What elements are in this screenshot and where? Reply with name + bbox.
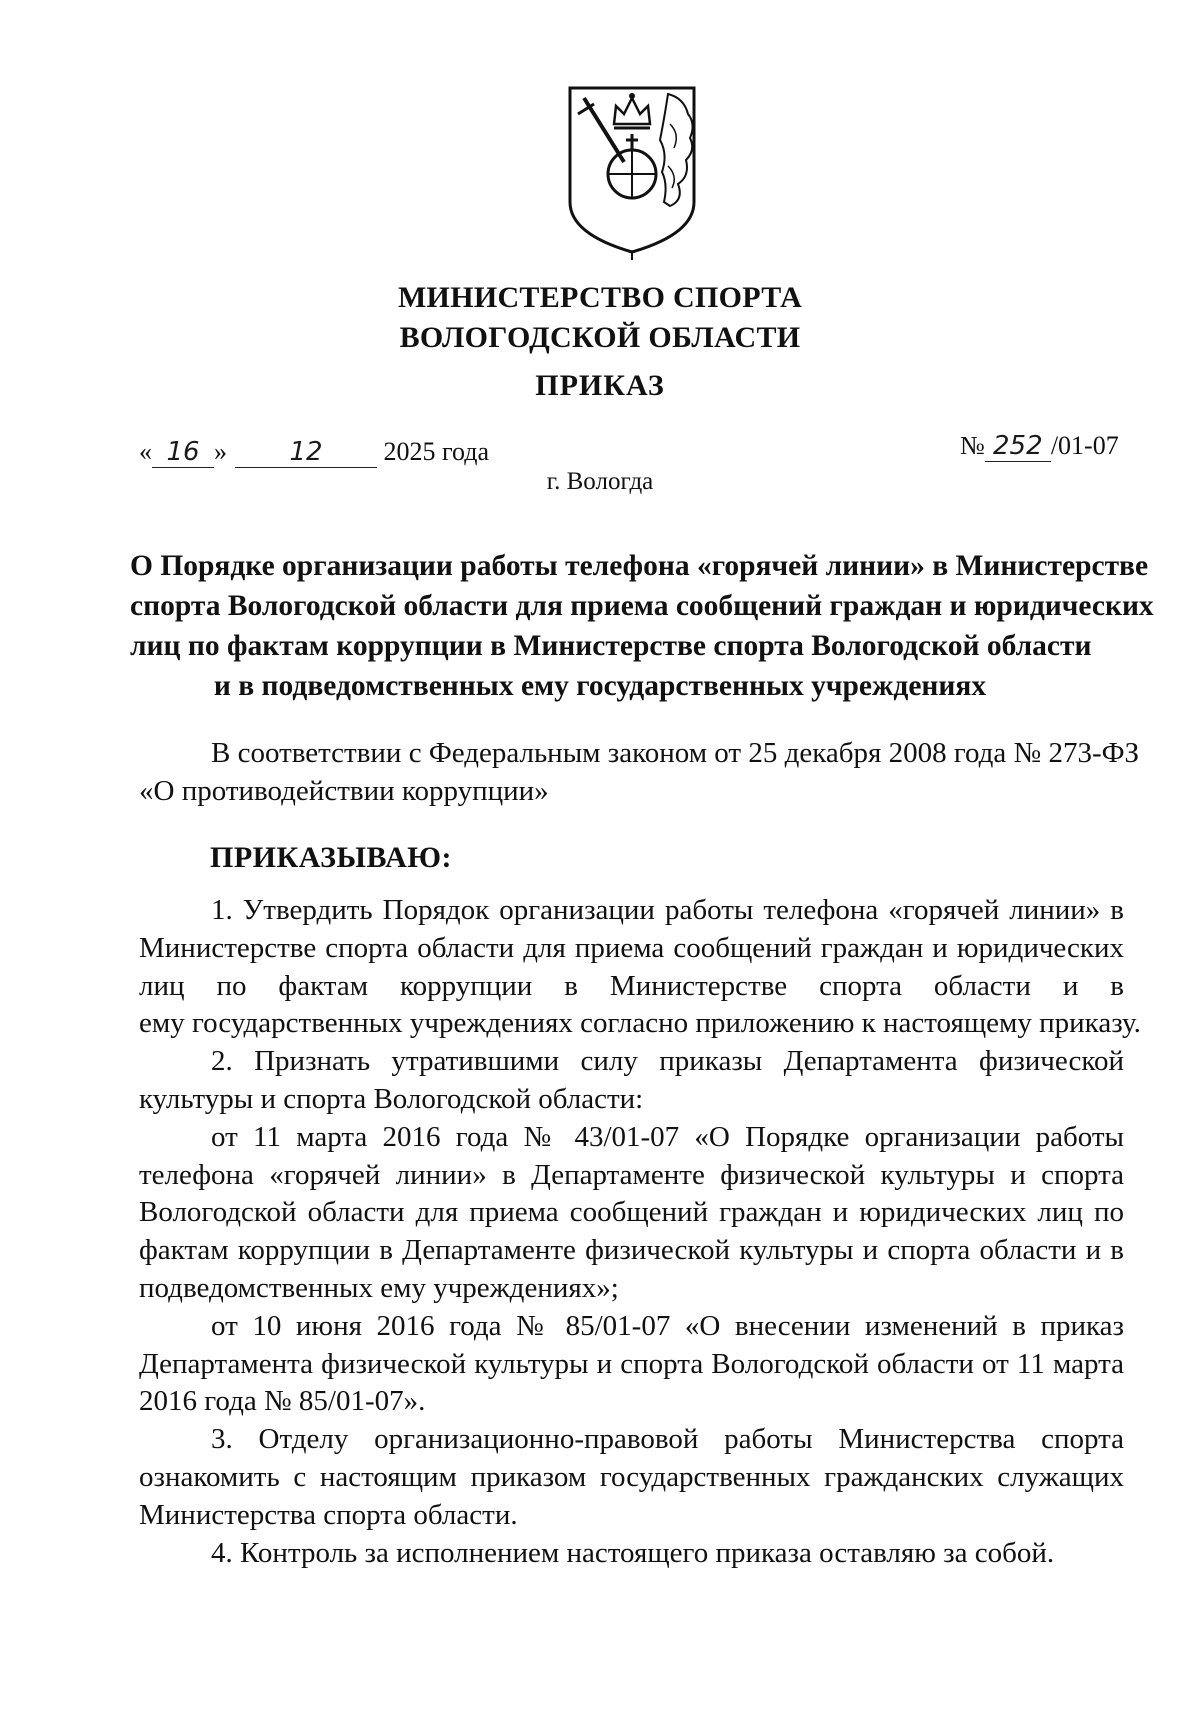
city: г. Вологда — [546, 468, 654, 495]
paragraph-line: от 11 марта 2016 года № 43/01-07 «О Порядке организации работы — [211, 1120, 1124, 1153]
paragraph-line: Министерства спорта области. — [139, 1498, 518, 1531]
paragraph-line: 2. Признать утратившими силу приказы Департамента физической — [211, 1045, 1124, 1078]
paragraph-line: 4. Контроль за исполнением настоящего приказа оставляю за собой. — [211, 1536, 1055, 1569]
paragraph-line: Департамента физической культуры и спорта Вологодской области от 11 марта — [139, 1347, 1124, 1380]
number-suffix: /01-07 — [1050, 431, 1119, 460]
order-body — [139, 892, 1141, 1572]
number-sign: № — [960, 431, 985, 460]
paragraph-line: от 10 июня 2016 года № 85/01-07 «О внесении изменений в приказ — [211, 1309, 1124, 1342]
date-open-quote: « — [139, 437, 152, 466]
paragraph-line: культуры и спорта Вологодской области: — [139, 1082, 644, 1115]
preamble-line: «О противодействии коррупции» — [139, 775, 549, 807]
date-month-handwritten: 12 — [235, 437, 377, 468]
title-line: лиц по фактам коррупции в Министерстве спорта Вологодской области — [130, 630, 1092, 662]
ministry-name-line-2: ВОЛОГОДСКОЙ ОБЛАСТИ — [399, 321, 801, 354]
date-close-quote: » — [214, 437, 227, 466]
date-day-handwritten: 16 — [152, 437, 214, 468]
order-directive-heading: ПРИКАЗЫВАЮ: — [210, 841, 453, 874]
coat-of-arms-emblem — [564, 84, 700, 260]
preamble-line: В соответствии с Федеральным законом от 25 декабря 2008 года № 273-ФЗ — [211, 737, 1140, 769]
title-line: и в подведомственных ему государственных учреждениях — [213, 670, 987, 702]
order-title — [130, 546, 1154, 706]
date-year: 2025 года — [383, 437, 490, 466]
paragraph-line: Министерстве спорта области для приема сообщений граждан и юридических — [139, 931, 1124, 964]
paragraph-line: 1. Утвердить Порядок организации работы телефона «горячей линии» в — [211, 894, 1124, 926]
paragraph-line: 2016 года № 85/01-07». — [139, 1385, 426, 1418]
paragraph-line: Вологодской области для приема сообщений граждан и юридических лиц по — [139, 1196, 1124, 1229]
paragraph-line: фактам коррупции в Департаменте физической культуры и спорта области и в — [139, 1234, 1124, 1267]
number-handwritten: 252 — [985, 431, 1051, 462]
paragraph-line: ему государственных учреждениях согласно приложению к настоящему приказу. — [139, 1007, 1141, 1040]
order-number — [960, 426, 1119, 466]
title-line: спорта Вологодской области для приема сообщений граждан и юридических — [130, 590, 1154, 622]
paragraph-line: подведомственных ему учреждениях»; — [139, 1271, 619, 1304]
preamble — [139, 734, 1140, 810]
paragraph-line: 3. Отделу организационно-правовой работы Министерства спорта — [211, 1423, 1124, 1456]
ministry-name-line-1: МИНИСТЕРСТВО СПОРТА — [397, 281, 803, 314]
title-line: О Порядке организации работы телефона «горячей линии» в Министерстве — [130, 550, 1149, 582]
paragraph-line: лиц по фактам коррупции в Министерстве спорта области и в — [139, 969, 1124, 1002]
paragraph-line: телефона «горячей линии» в Департаменте физической культуры и спорта — [139, 1158, 1124, 1191]
document-type: ПРИКАЗ — [535, 369, 665, 402]
paragraph-line: ознакомить с настоящим приказом государственных гражданских служащих — [139, 1460, 1124, 1493]
ministry-name — [0, 278, 1200, 358]
